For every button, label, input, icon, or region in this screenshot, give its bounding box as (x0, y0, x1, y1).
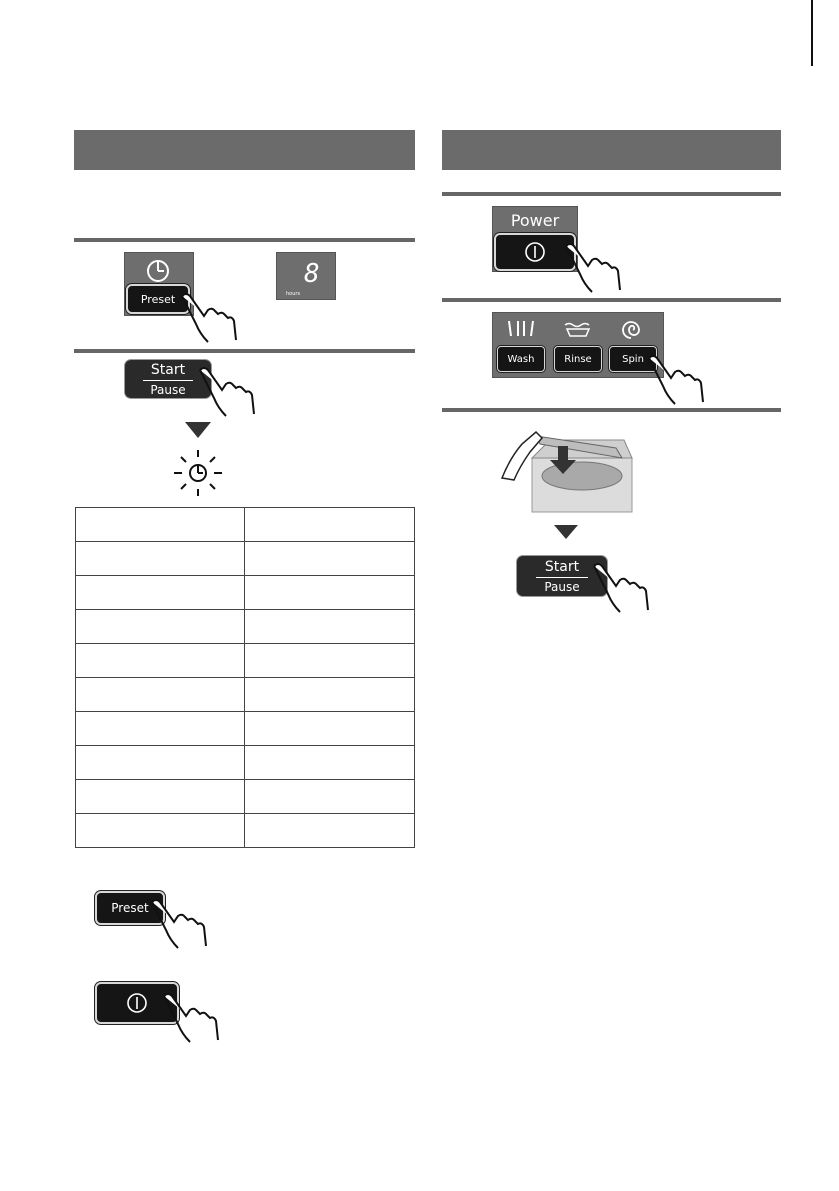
table-cell (245, 576, 415, 610)
table-cell (76, 780, 245, 814)
table-row (76, 678, 415, 712)
right-step-bar-1 (442, 192, 781, 196)
left-section-header (74, 130, 415, 170)
table-row (76, 576, 415, 610)
power-label: Power (510, 211, 560, 230)
rinse-button[interactable] (554, 346, 602, 372)
start-pause-divider (536, 577, 588, 578)
right-step-bar-2 (442, 298, 781, 302)
display-unit: hours (286, 291, 301, 297)
spin-icon (619, 318, 643, 342)
table-cell (245, 712, 415, 746)
table-cell (76, 576, 245, 610)
wash-button[interactable] (497, 346, 545, 372)
hand-pointer-icon (590, 560, 652, 616)
table-cell (245, 746, 415, 780)
table-cell (245, 644, 415, 678)
pause-label: Pause (150, 382, 186, 397)
display-digit: 8 (304, 259, 320, 289)
table-cell (76, 644, 245, 678)
preset-button-label: Preset (140, 292, 176, 306)
hand-pointer-icon (562, 240, 624, 296)
table-cell (76, 610, 245, 644)
right-step-bar-3 (442, 408, 781, 412)
clock-icon (145, 257, 171, 283)
bottom-preset-label: Preset (111, 901, 149, 915)
pause-label: Pause (544, 579, 580, 594)
table-row (76, 508, 415, 542)
table-cell (76, 712, 245, 746)
table-row (76, 814, 415, 848)
power-icon (524, 241, 546, 263)
table-cell (245, 814, 415, 848)
hand-pointer-icon (178, 290, 240, 346)
washer-lid-illustration (496, 418, 636, 514)
table-row (76, 712, 415, 746)
table-cell (76, 814, 245, 848)
table-cell (76, 508, 245, 542)
cut-line (811, 0, 813, 66)
right-section-header (442, 130, 781, 170)
hand-pointer-icon (160, 990, 222, 1046)
table-cell (76, 678, 245, 712)
start-label: Start (544, 558, 580, 575)
hand-pointer-icon (645, 352, 707, 408)
table-row (76, 610, 415, 644)
wash-label: Wash (507, 353, 535, 365)
preset-time-table (75, 507, 415, 848)
table-row (76, 644, 415, 678)
left-step-bar-1 (74, 238, 415, 242)
blinking-clock-icon (170, 448, 226, 498)
table-cell (245, 780, 415, 814)
start-pause-divider (143, 380, 193, 381)
table-cell (245, 610, 415, 644)
start-label: Start (150, 361, 186, 378)
power-icon (126, 992, 148, 1014)
arrow-down-icon (554, 525, 578, 539)
hand-pointer-icon (148, 896, 210, 952)
table-row (76, 746, 415, 780)
table-row (76, 780, 415, 814)
arrow-down-icon (185, 422, 211, 438)
wash-icon (506, 319, 536, 339)
table-cell (245, 542, 415, 576)
rinse-label: Rinse (564, 353, 592, 365)
table-cell (245, 678, 415, 712)
left-step-bar-2 (74, 349, 415, 353)
table-row (76, 542, 415, 576)
digit-display (276, 252, 336, 300)
table-cell (76, 542, 245, 576)
table-cell (245, 508, 415, 542)
hand-pointer-icon (196, 364, 258, 420)
table-cell (76, 746, 245, 780)
rinse-icon (563, 321, 593, 337)
spin-label: Spin (622, 353, 644, 365)
